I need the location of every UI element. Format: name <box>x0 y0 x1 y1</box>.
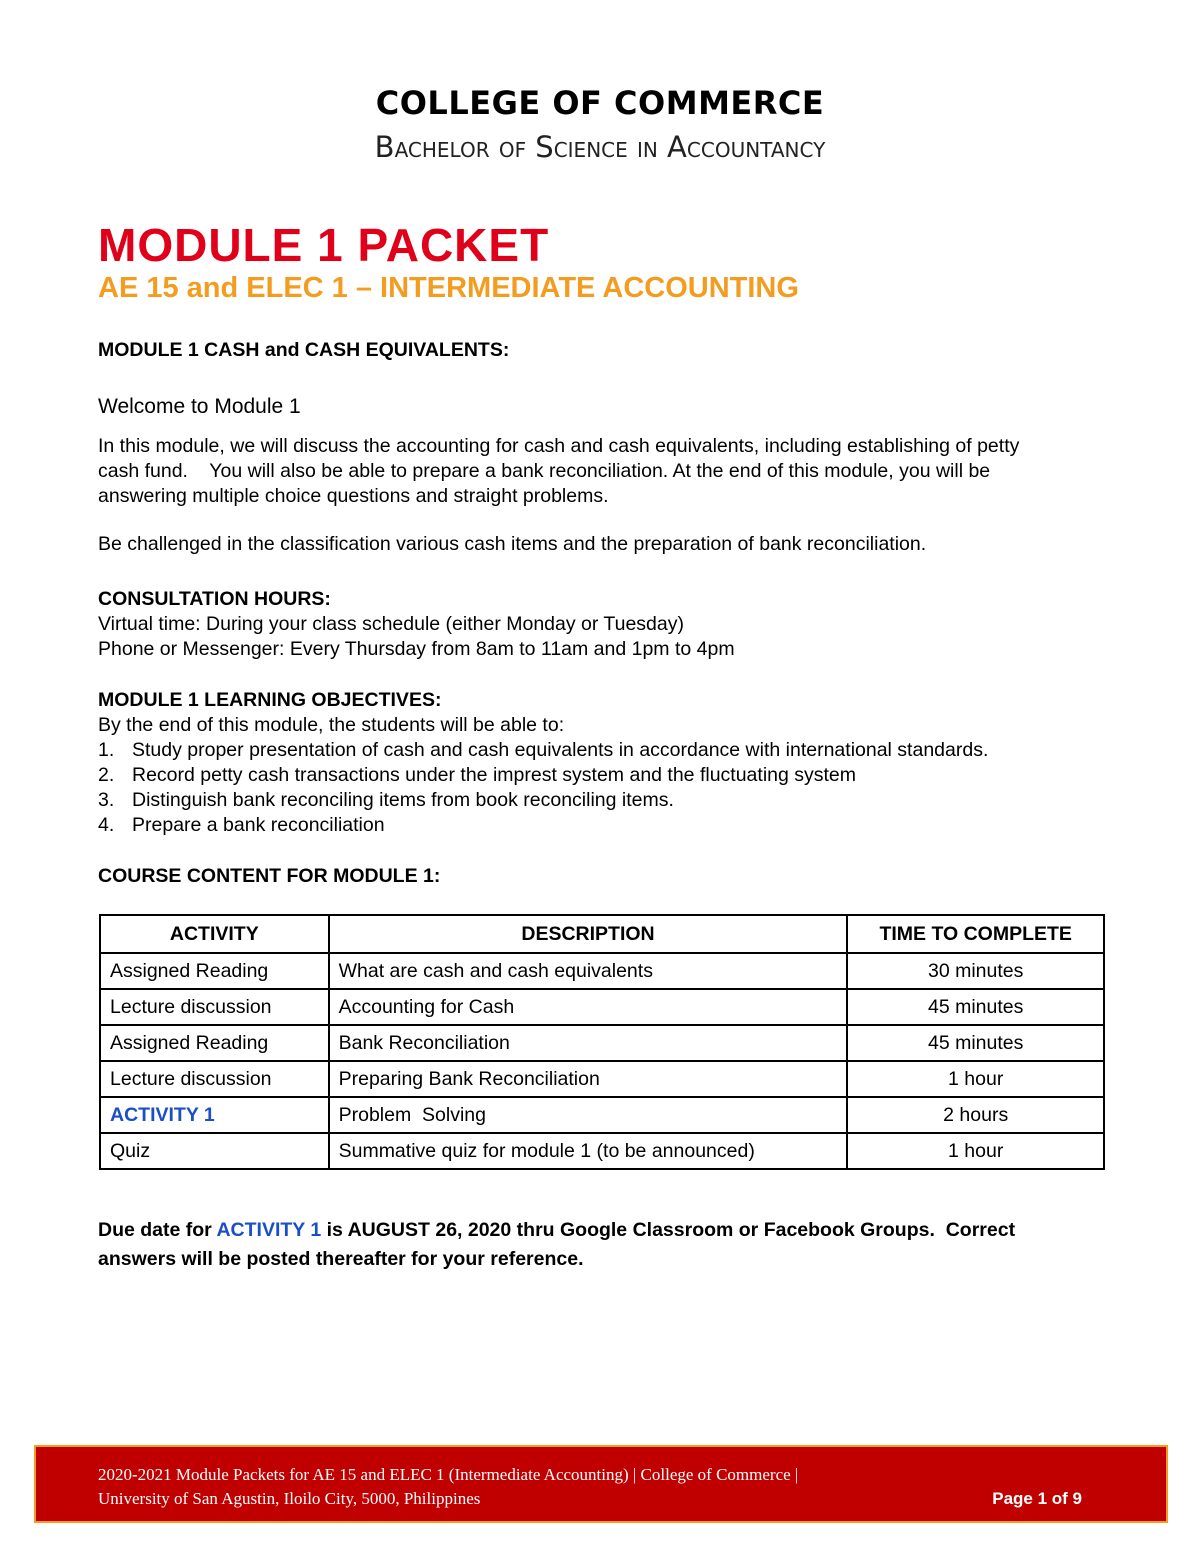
cell-activity: Assigned Reading <box>100 1025 329 1061</box>
objectives-list <box>98 738 1108 838</box>
objective-text: Distinguish bank reconciling items from book reconciling items. <box>132 789 674 811</box>
due-date-line-2: answers will be posted thereafter for your reference. <box>98 1248 584 1270</box>
objective-text: Prepare a bank reconciliation <box>132 814 385 836</box>
objective-number: 2. <box>98 764 115 786</box>
objective-item <box>98 813 1108 838</box>
objective-text: Record petty cash transactions under the imprest system and the fluctuating system <box>132 764 857 786</box>
table-header-row <box>100 915 1104 953</box>
cell-description: Summative quiz for module 1 (to be announced) <box>329 1133 848 1169</box>
table-row <box>100 1061 1104 1097</box>
objective-number: 1. <box>98 739 115 761</box>
program-name: Bachelor of Science in Accountancy <box>374 130 826 164</box>
cell-activity: Lecture discussion <box>100 1061 329 1097</box>
objectives-lead: By the end of this module, the students will be able to: <box>98 714 565 736</box>
module-title: MODULE 1 PACKET <box>98 219 550 271</box>
due-date-line-1 <box>98 1216 1108 1245</box>
consultation-section <box>98 587 1108 662</box>
due-date-suffix: is AUGUST 26, 2020 thru Google Classroom or Facebook Groups. Correct <box>321 1219 1016 1241</box>
cell-time: 1 hour <box>847 1061 1104 1097</box>
cell-time: 2 hours <box>847 1097 1104 1133</box>
module-heading: MODULE 1 CASH and CASH EQUIVALENTS: <box>98 339 510 361</box>
column-header-description: DESCRIPTION <box>329 915 848 953</box>
college-name: COLLEGE OF COMMERCE <box>375 84 825 122</box>
intro-line-3: answering multiple choice questions and straight problems. <box>98 485 609 507</box>
page-number: Page 1 of 9 <box>992 1489 1082 1508</box>
table-row <box>100 953 1104 989</box>
column-header-time: TIME TO COMPLETE <box>847 915 1104 953</box>
intro-paragraph <box>98 434 1108 509</box>
course-title: AE 15 and ELEC 1 – INTERMEDIATE ACCOUNTING <box>98 272 799 304</box>
cell-activity: Assigned Reading <box>100 953 329 989</box>
welcome-text: Welcome to Module 1 <box>98 395 301 418</box>
table-row <box>100 989 1104 1025</box>
cell-activity: ACTIVITY 1 <box>100 1097 329 1133</box>
objectives-heading: MODULE 1 LEARNING OBJECTIVES: <box>98 689 442 711</box>
due-date-prefix: Due date for <box>98 1219 217 1241</box>
cell-time: 30 minutes <box>847 953 1104 989</box>
column-header-activity: ACTIVITY <box>100 915 329 953</box>
page-footer <box>34 1445 1168 1523</box>
consultation-heading: CONSULTATION HOURS: <box>98 588 331 610</box>
consultation-virtual: Virtual time: During your class schedule (either Monday or Tuesday) <box>98 613 684 635</box>
cell-description: Problem Solving <box>329 1097 848 1133</box>
due-date-activity: ACTIVITY 1 <box>216 1219 322 1241</box>
cell-time: 1 hour <box>847 1133 1104 1169</box>
cell-description: Bank Reconciliation <box>329 1025 848 1061</box>
cell-description: What are cash and cash equivalents <box>329 953 848 989</box>
table-row <box>100 1025 1104 1061</box>
course-content-heading: COURSE CONTENT FOR MODULE 1: <box>98 865 441 887</box>
due-date-note <box>98 1216 1108 1274</box>
objective-item <box>98 763 1108 788</box>
footer-line-2: University of San Agustin, Iloilo City, 5000, Philippines <box>98 1489 481 1508</box>
objective-text: Study proper presentation of cash and cash equivalents in accordance with international standards. <box>132 739 989 761</box>
cell-time: 45 minutes <box>847 1025 1104 1061</box>
objective-item <box>98 738 1108 763</box>
course-content-table <box>99 914 1105 1170</box>
objective-item <box>98 788 1108 813</box>
objectives-section <box>98 688 1108 838</box>
objective-number: 3. <box>98 789 115 811</box>
cell-activity: Lecture discussion <box>100 989 329 1025</box>
table-row <box>100 1097 1104 1133</box>
intro-line-1: In this module, we will discuss the accounting for cash and cash equivalents, including establishing of petty <box>98 435 1020 457</box>
cell-description: Accounting for Cash <box>329 989 848 1025</box>
intro-line-2: cash fund. You will also be able to prepare a bank reconciliation. At the end of this module, you will be <box>98 460 991 482</box>
cell-description: Preparing Bank Reconciliation <box>329 1061 848 1097</box>
consultation-phone: Phone or Messenger: Every Thursday from 8am to 11am and 1pm to 4pm <box>98 638 735 660</box>
footer-line-1: 2020-2021 Module Packets for AE 15 and ELEC 1 (Intermediate Accounting) | College of Commerce | <box>98 1465 799 1484</box>
objective-number: 4. <box>98 814 115 836</box>
challenge-text: Be challenged in the classification various cash items and the preparation of bank reconciliation. <box>98 533 927 555</box>
table-row <box>100 1133 1104 1169</box>
cell-activity: Quiz <box>100 1133 329 1169</box>
cell-time: 45 minutes <box>847 989 1104 1025</box>
